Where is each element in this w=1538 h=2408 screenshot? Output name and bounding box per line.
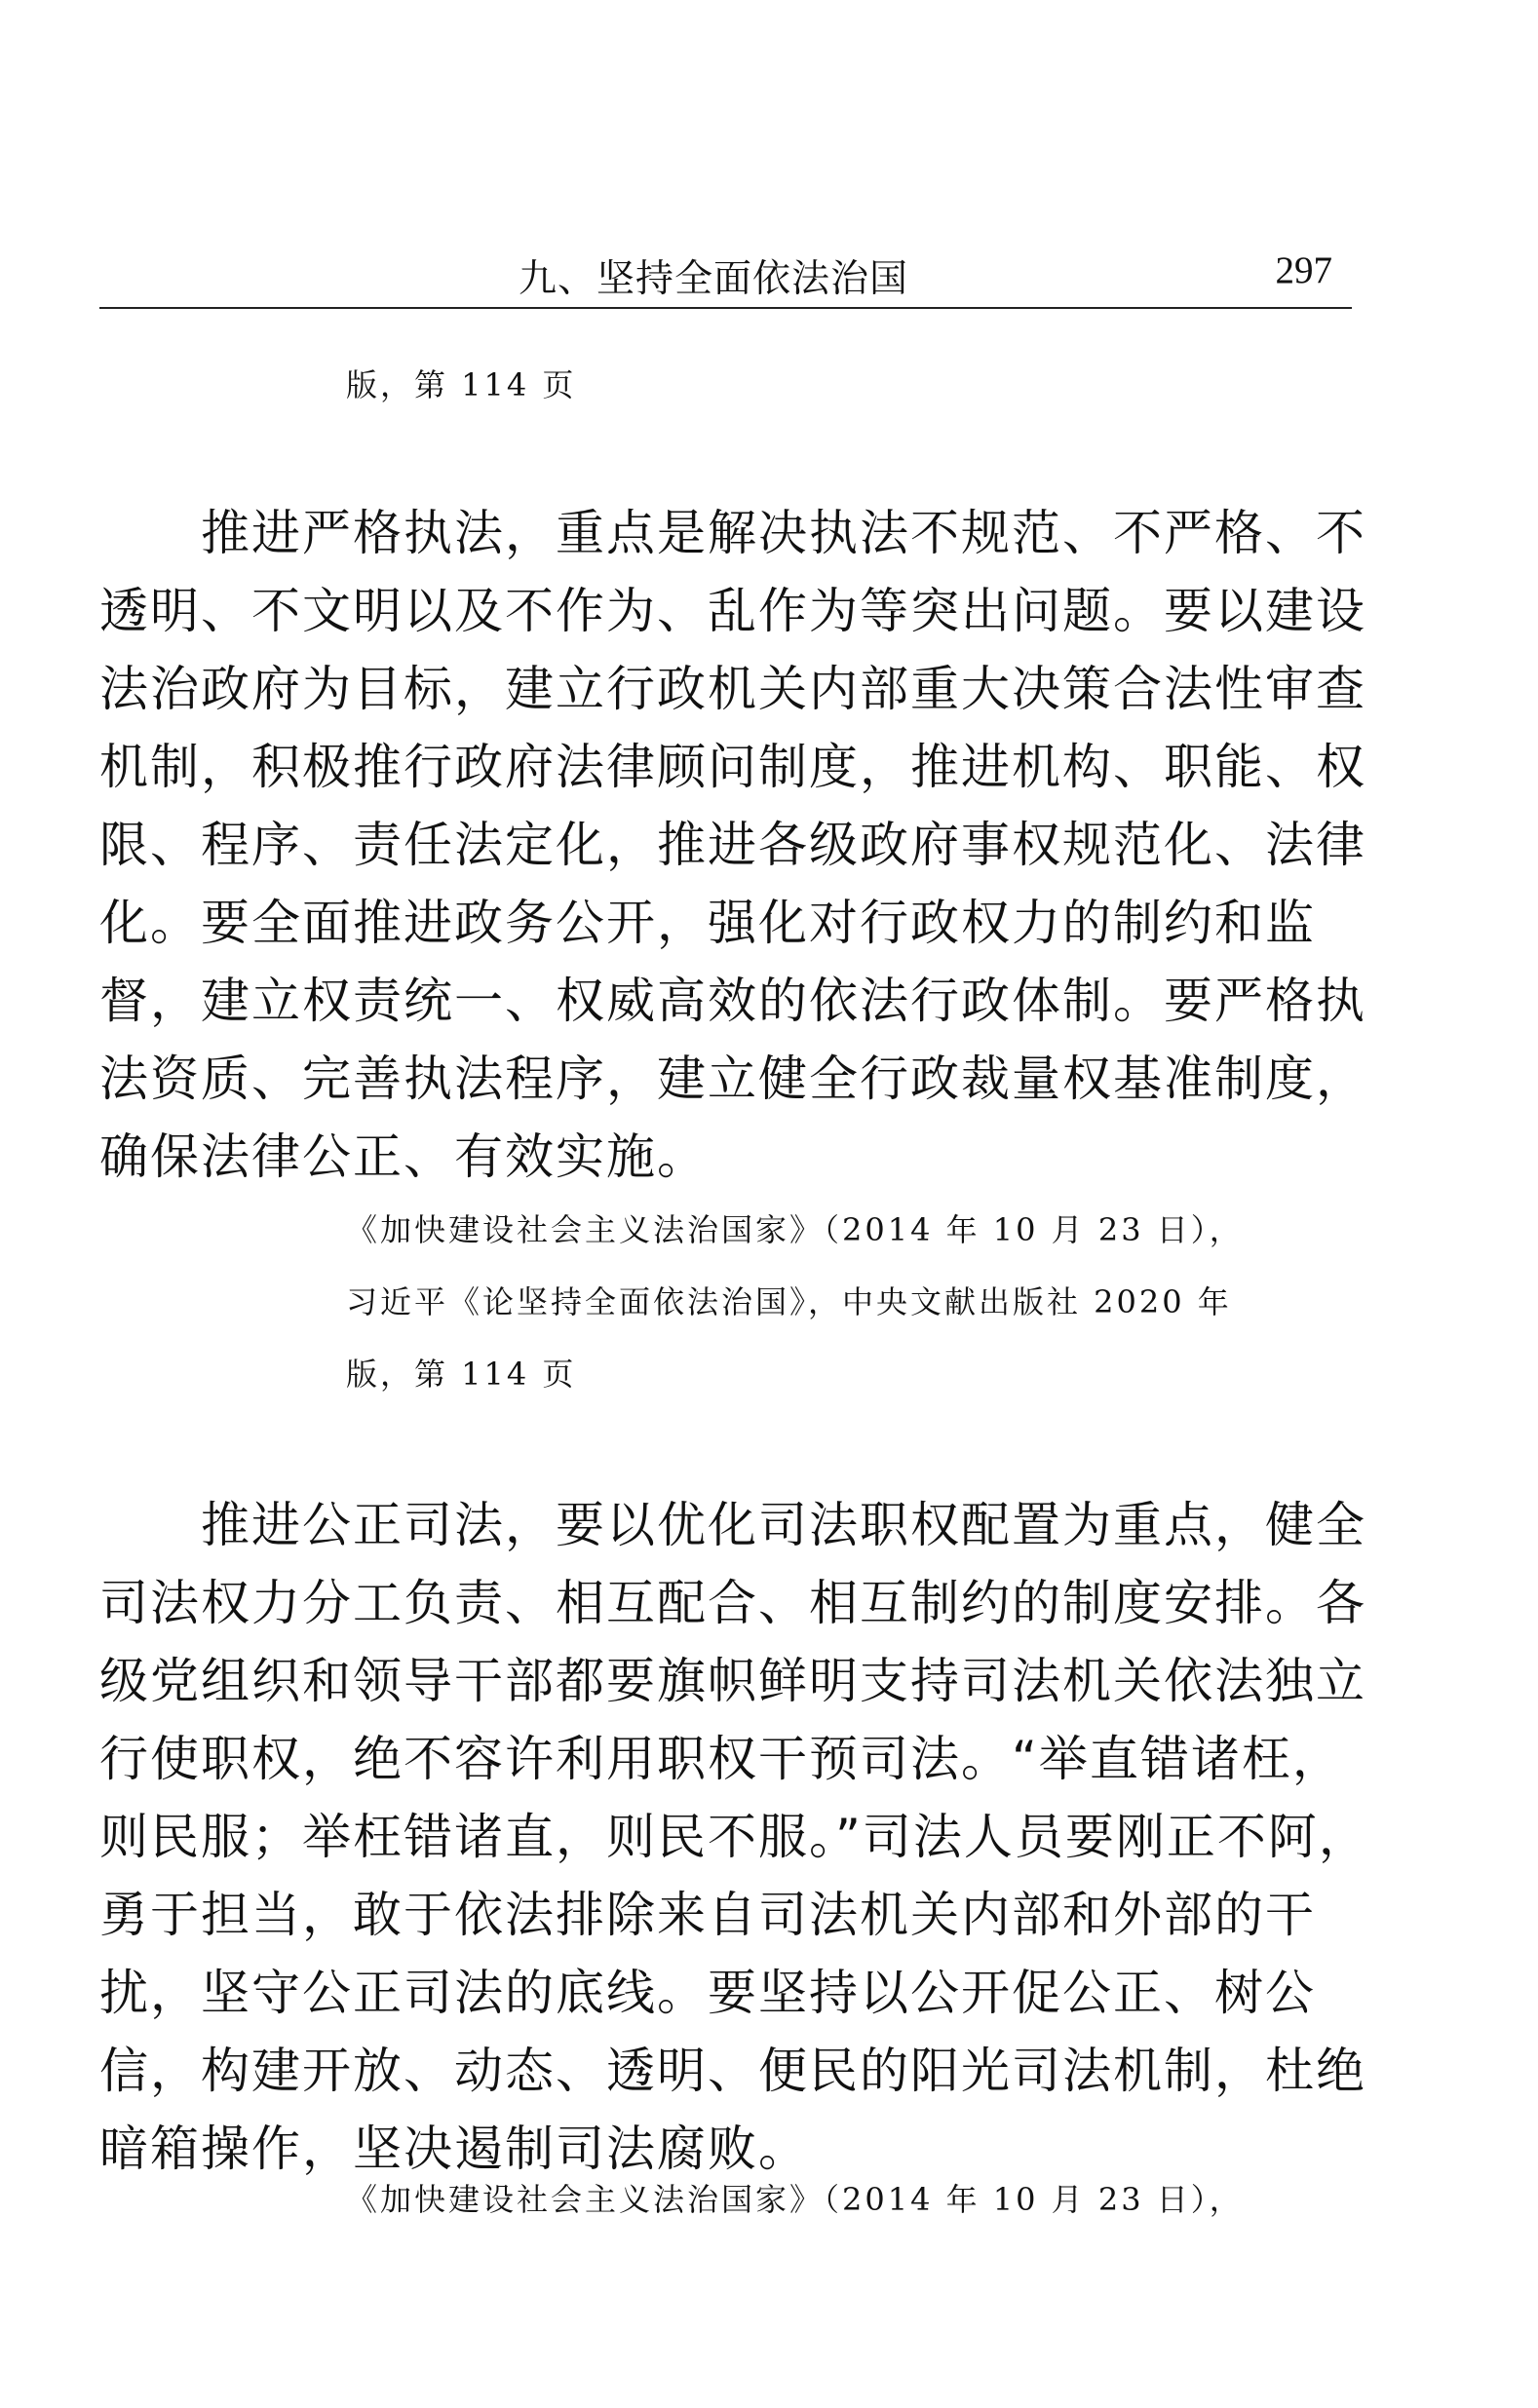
paragraph-line: 司法权力分工负责、相互配合、相互制约的制度安排。各 — [99, 1575, 1366, 1631]
paragraph-line: 法资质、完善执法程序，建立健全行政裁量权基准制度， — [99, 1051, 1366, 1107]
citation-line: 《加快建设社会主义法治国家》（2014 年 10 月 23 日）， — [346, 1211, 1244, 1248]
citation-line: 版，第 114 页 — [346, 366, 577, 403]
paragraph-line: 则民服；举枉错诸直，则民不服。”司法人员要刚正不阿， — [99, 1809, 1369, 1865]
paragraph-line: 级党组织和领导干部都要旗帜鲜明支持司法机关依法独立 — [99, 1653, 1366, 1709]
paragraph-line: 化。要全面推进政务公开，强化对行政权力的制约和监 — [99, 895, 1316, 951]
paragraph-fair-justice — [99, 1486, 1369, 2188]
paragraph-line: 法治政府为目标，建立行政机关内部重大决策合法性审查 — [99, 661, 1366, 717]
citation-line: 习近平《论坚持全面依法治国》，中央文献出版社 2020 年 — [346, 1283, 1232, 1320]
paragraph-line: 限、程序、责任法定化，推进各级政府事权规范化、法律 — [99, 817, 1366, 873]
paragraph-line: 机制，积极推行政府法律顾问制度，推进机构、职能、权 — [99, 739, 1366, 795]
paragraph-line: 信，构建开放、动态、透明、便民的阳光司法机制，杜绝 — [99, 2043, 1366, 2099]
paragraph-line: 督，建立权责统一、权威高效的依法行政体制。要严格执 — [99, 973, 1366, 1029]
paragraph-line: 勇于担当，敢于依法排除来自司法机关内部和外部的干 — [99, 1887, 1316, 1943]
paragraph-line: 透明、不文明以及不作为、乱作为等突出问题。要以建设 — [99, 583, 1366, 639]
paragraph-line: 行使职权，绝不容许利用职权干预司法。“举直错诸枉， — [99, 1731, 1343, 1787]
paragraph-line: 确保法律公正、有效实施。 — [99, 1128, 708, 1185]
citation-top — [346, 349, 1360, 421]
paragraph-strict-law-enforcement — [99, 494, 1366, 1196]
citation-line: 《加快建设社会主义法治国家》（2014 年 10 月 23 日）， — [346, 2181, 1244, 2218]
running-header — [99, 239, 1352, 309]
paragraph-line: 推进严格执法，重点是解决执法不规范、不严格、不 — [201, 505, 1366, 561]
running-title: 九、坚持全面依法治国 — [519, 257, 909, 301]
paragraph-line: 推进公正司法，要以优化司法职权配置为重点，健全 — [201, 1497, 1366, 1553]
paragraph-line: 扰，坚守公正司法的底线。要坚持以公开促公正、树公 — [99, 1965, 1316, 2021]
page-number: 297 — [1275, 249, 1332, 291]
citation-2 — [346, 2163, 1360, 2236]
citation-1 — [346, 1194, 1360, 1410]
paragraph-line: 暗箱操作，坚决遏制司法腐败。 — [99, 2121, 809, 2177]
citation-line: 版，第 114 页 — [346, 1356, 577, 1393]
